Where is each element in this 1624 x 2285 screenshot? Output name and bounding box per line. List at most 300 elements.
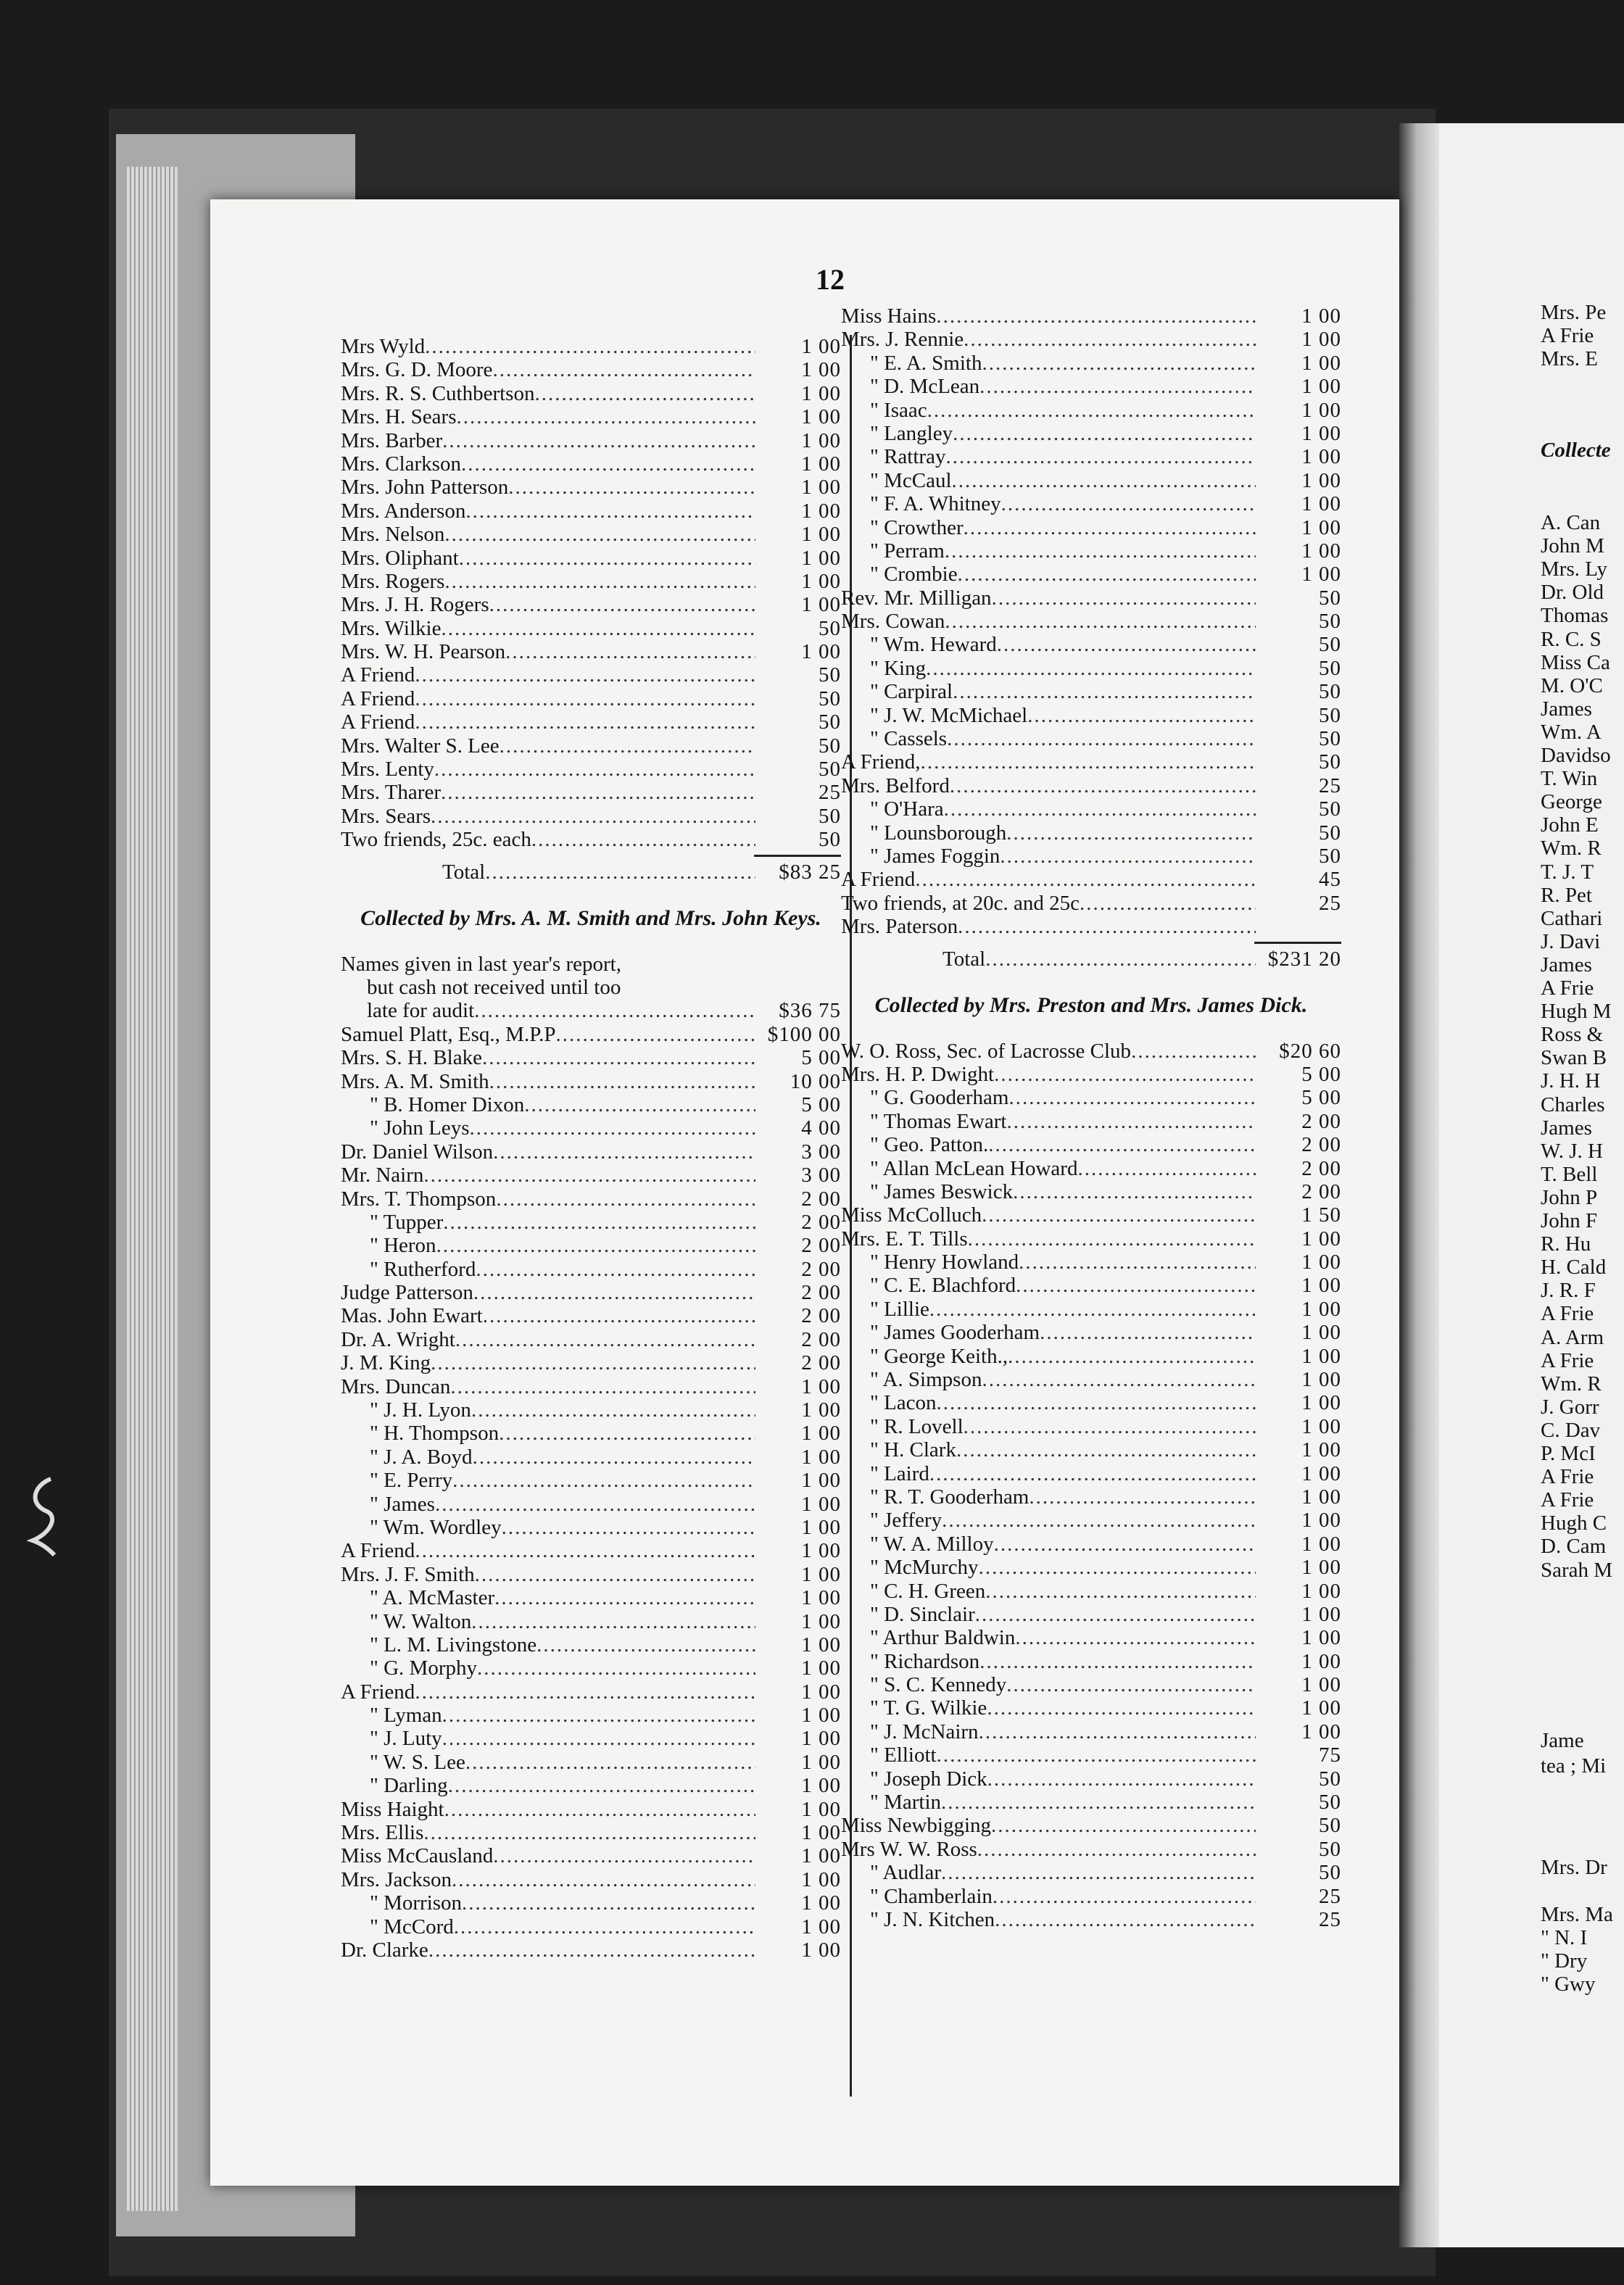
list-item	[341, 429, 841, 452]
donor-name: Mrs. Nelson	[341, 523, 445, 547]
donor-name: " F. A. Whitney	[870, 492, 1001, 516]
donation-amount: 5 00	[1301, 1062, 1341, 1086]
list-item	[341, 499, 841, 523]
fragment-text: A Frie	[1541, 976, 1594, 1000]
list-item	[841, 750, 1341, 774]
list-item	[341, 1116, 841, 1140]
donation-amount: 2 00	[801, 1304, 841, 1328]
list-item	[341, 734, 841, 758]
fragment-text: George	[1541, 790, 1602, 814]
donor-name: " D. Sinclair	[870, 1602, 975, 1626]
donation-amount: 1 00	[1301, 1297, 1341, 1321]
fragment-text: John P	[1541, 1185, 1598, 1209]
donor-name: " Lounsborough	[870, 821, 1007, 845]
donor-name: " McMurchy	[870, 1556, 979, 1580]
list-item	[841, 1063, 1341, 1086]
list-item	[341, 710, 841, 734]
list-item	[341, 1398, 841, 1422]
list-item	[341, 1516, 841, 1539]
donor-name: " McCord	[370, 1915, 454, 1938]
donor-name: " W. A. Milloy	[870, 1532, 994, 1556]
list-item	[341, 452, 841, 476]
list-item	[841, 1626, 1341, 1649]
list-item	[841, 1133, 1341, 1156]
donor-name: Mrs. T. Thompson	[341, 1187, 497, 1211]
donation-amount: 1 00	[1301, 1274, 1341, 1298]
donation-amount: 50	[1319, 1767, 1341, 1791]
donor-name: " Richardson	[870, 1649, 980, 1673]
donation-amount: 50	[819, 710, 841, 734]
fragment-text: Cathari	[1541, 906, 1603, 930]
donor-name: Mas. John Ewart	[341, 1304, 483, 1328]
donor-name: " Heron	[370, 1234, 436, 1258]
list-item	[341, 1610, 841, 1633]
list-item	[341, 663, 841, 687]
page-edges	[127, 167, 178, 2211]
donor-name: " J. A. Boyd	[370, 1445, 473, 1469]
donation-amount: 1 00	[1301, 351, 1341, 375]
fragment-text: Hugh C	[1541, 1511, 1607, 1535]
donor-name: " John Leys	[370, 1116, 470, 1140]
donor-name: " J. W. McMichael	[870, 703, 1028, 727]
list-item	[341, 1563, 841, 1586]
donation-amount: 4 00	[801, 1116, 841, 1140]
list-item	[341, 1704, 841, 1727]
total-label: Total	[442, 860, 486, 884]
list-item	[841, 492, 1341, 515]
list-item	[841, 1767, 1341, 1791]
donor-name: " James Gooderham	[870, 1321, 1040, 1345]
donor-name: Dr. Daniel Wilson	[341, 1140, 494, 1164]
donation-amount: 2 00	[801, 1351, 841, 1375]
fragment-text: H. Cald	[1541, 1256, 1607, 1280]
donation-amount: 1 00	[1301, 1414, 1341, 1438]
fragment-text: James	[1541, 953, 1592, 976]
donation-amount: 1 00	[801, 1539, 841, 1563]
list-item	[841, 422, 1341, 445]
donation-amount: 1 00	[801, 1422, 841, 1446]
fragment-text: R. C. S	[1541, 627, 1602, 651]
donation-amount: 1 00	[801, 523, 841, 547]
donation-amount: 1 00	[1301, 539, 1341, 563]
donation-amount: 1 00	[1301, 304, 1341, 328]
donation-amount: $20 60	[1279, 1039, 1341, 1063]
donor-name: Mrs. W. H. Pearson	[341, 640, 506, 664]
donation-amount: 1 00	[1301, 1321, 1341, 1345]
note-line: but cash not received until too	[367, 975, 621, 999]
donor-name: A Friend	[341, 1539, 415, 1563]
donation-amount: 1 00	[1301, 445, 1341, 469]
donor-name: " Chamberlain	[870, 1884, 993, 1908]
list-item	[341, 1422, 841, 1445]
donor-name: Dr. A. Wright	[341, 1327, 455, 1351]
list-item	[341, 1586, 841, 1609]
donation-amount: 25	[1319, 774, 1341, 797]
donation-amount: 25	[1319, 1884, 1341, 1908]
donation-amount: 1 00	[801, 1821, 841, 1845]
donation-amount: 50	[1319, 844, 1341, 868]
donation-amount: 1 00	[801, 1562, 841, 1586]
donation-amount: 50	[1319, 1861, 1341, 1885]
donation-amount: 1 00	[801, 1797, 841, 1821]
list-item	[841, 445, 1341, 468]
list-item	[841, 1743, 1341, 1767]
donation-amount: 1 00	[1301, 1602, 1341, 1626]
donor-name: " McCaul	[870, 468, 952, 492]
donor-name: Mrs. Sears	[341, 804, 431, 828]
list-item	[341, 1938, 841, 1962]
list-item	[841, 1791, 1341, 1814]
fragment-text: R. Pet	[1541, 883, 1592, 907]
donor-name: Mrs. Anderson	[341, 499, 466, 523]
donor-name: " T. G. Wilkie	[870, 1696, 987, 1720]
donor-name: Two friends, 25c. each	[341, 828, 531, 852]
donor-name: " W. S. Lee	[370, 1750, 465, 1774]
donor-name: Mrs. Rogers	[341, 569, 445, 593]
donation-amount: 1 00	[1301, 1556, 1341, 1580]
list-item	[341, 523, 841, 546]
list-item	[341, 1493, 841, 1516]
fragment-text: A Frie	[1541, 1302, 1594, 1326]
donor-name: A Friend	[341, 1680, 415, 1704]
list-item	[841, 1040, 1341, 1063]
list-item	[841, 915, 1341, 938]
list-item	[341, 1633, 841, 1656]
list-item	[841, 1251, 1341, 1274]
donor-name: " Isaac	[870, 398, 927, 422]
donor-name: " Rutherford	[370, 1257, 476, 1281]
donor-name: " Cassels	[870, 727, 948, 751]
list-item	[841, 1720, 1341, 1743]
donation-amount: 50	[819, 687, 841, 710]
list-item	[841, 1885, 1341, 1908]
donation-amount: 50	[1319, 750, 1341, 774]
donation-amount: 1 00	[801, 1633, 841, 1656]
list-item	[341, 1304, 841, 1327]
donation-amount: 1 00	[1301, 1579, 1341, 1603]
donation-amount: 1 00	[801, 1492, 841, 1516]
list-item	[341, 1844, 841, 1867]
donor-name: Mrs Wyld	[341, 335, 426, 358]
donor-name: " Lillie	[870, 1297, 929, 1321]
list-item	[341, 1680, 841, 1704]
donor-name: " J. McNairn	[870, 1720, 979, 1743]
donor-name: " Elliott	[870, 1743, 937, 1767]
list-item	[341, 1351, 841, 1374]
donor-name: " Crombie	[870, 563, 958, 586]
fragment-text: A Frie	[1541, 1348, 1594, 1372]
list-item	[341, 405, 841, 428]
list-item	[341, 547, 841, 570]
donor-name: Two friends, at 20c. and 25c	[841, 891, 1080, 915]
donor-name: " George Keith.,	[870, 1344, 1008, 1368]
right-total-row	[841, 944, 1341, 976]
donor-name: A Friend	[341, 710, 415, 734]
list-item	[341, 1258, 841, 1281]
donor-name: A Friend,	[841, 750, 921, 774]
donor-name: " James Foggin	[870, 844, 1000, 868]
left-group-1	[341, 335, 841, 852]
fragment-text: John F	[1541, 1209, 1598, 1232]
donor-name: Mrs. Duncan	[341, 1374, 451, 1398]
donation-amount: 1 00	[801, 1515, 841, 1539]
list-item	[841, 1556, 1341, 1579]
list-item	[341, 1539, 841, 1562]
donation-amount: 50	[1319, 586, 1341, 610]
list-item	[341, 687, 841, 710]
list-item	[341, 1469, 841, 1492]
left-column	[341, 335, 841, 1962]
list-item	[841, 352, 1341, 375]
donor-name: A Friend	[341, 663, 415, 687]
list-item	[341, 1211, 841, 1234]
list-item	[341, 1140, 841, 1164]
fragment-text: James	[1541, 697, 1592, 721]
list-item	[841, 516, 1341, 539]
donation-amount: 50	[1319, 703, 1341, 727]
donation-amount: 1 00	[801, 1680, 841, 1704]
note-line: late for audit	[367, 999, 475, 1023]
list-item	[841, 774, 1341, 797]
donor-name: Mrs. Paterson	[841, 915, 958, 939]
list-item	[341, 1234, 841, 1257]
section-heading: Collected by Mrs. A. M. Smith and Mrs. John Keys.	[360, 905, 821, 930]
donation-amount: 50	[1319, 1791, 1341, 1815]
donor-name: Mrs. J. H. Rogers	[341, 593, 489, 617]
donor-name: " James	[370, 1492, 435, 1516]
fragment-text: Wm. R	[1541, 1372, 1602, 1396]
donation-amount: 1 00	[1301, 1720, 1341, 1743]
list-item	[841, 797, 1341, 821]
donation-amount: 50	[819, 758, 841, 781]
donation-amount: 1 00	[801, 1609, 841, 1633]
list-item	[341, 1093, 841, 1116]
donor-name: A Friend	[841, 868, 916, 892]
donation-amount: 1 00	[801, 1938, 841, 1962]
donor-name: " Audlar	[870, 1861, 942, 1885]
donor-name: " H. Thompson	[370, 1422, 500, 1446]
list-item	[841, 1086, 1341, 1109]
list-item	[341, 1070, 841, 1093]
list-item	[841, 868, 1341, 891]
list-item	[841, 1438, 1341, 1461]
donation-amount: 5 00	[1301, 1086, 1341, 1110]
donor-name: Rev. Mr. Milligan	[841, 586, 992, 610]
fragment-text: Mrs. Dr	[1541, 1856, 1607, 1879]
fragment-text: " Gwy	[1541, 1973, 1596, 1996]
list-item	[841, 1650, 1341, 1673]
donor-name: " W. Walton	[370, 1609, 472, 1633]
donor-name: " B. Homer Dixon	[370, 1092, 525, 1116]
list-item	[841, 821, 1341, 845]
fragment-text: C. Dav	[1541, 1418, 1601, 1442]
list-item	[841, 1345, 1341, 1368]
fragment-text: R. Hu	[1541, 1232, 1591, 1256]
donation-amount: 25	[1319, 891, 1341, 915]
donor-name: Miss McColluch	[841, 1203, 982, 1227]
fragment-text: T. Win	[1541, 767, 1598, 791]
list-item	[341, 593, 841, 616]
fragment-text: Ross &	[1541, 1023, 1604, 1047]
donor-name: " Darling	[370, 1774, 448, 1798]
list-item	[841, 657, 1341, 680]
donor-name: " J. N. Kitchen	[870, 1908, 995, 1931]
donor-name: " Geo. Patton.	[870, 1133, 989, 1157]
donation-amount: 1 50	[1301, 1203, 1341, 1227]
list-item	[341, 758, 841, 781]
donor-name: Mrs. J. Rennie	[841, 328, 964, 352]
donation-amount: 50	[1319, 1814, 1341, 1838]
donor-name: Miss McCausland	[341, 1844, 494, 1868]
list-item	[841, 1908, 1341, 1931]
donor-name: " G. Gooderham	[870, 1086, 1009, 1110]
donor-name: " Martin	[870, 1791, 942, 1815]
fragment-text: J. R. F	[1541, 1279, 1596, 1303]
fragment-text: T. Bell	[1541, 1162, 1598, 1186]
list-item	[841, 1580, 1341, 1603]
list-item	[841, 680, 1341, 703]
donation-amount: 1 00	[801, 1656, 841, 1680]
donor-name: " A. McMaster	[370, 1586, 495, 1610]
fragment-text: James	[1541, 1116, 1592, 1140]
list-item	[341, 1774, 841, 1797]
donor-name: " Henry Howland	[870, 1251, 1019, 1274]
list-item	[341, 828, 841, 851]
list-item	[341, 1656, 841, 1680]
donation-amount: 1 00	[801, 1469, 841, 1493]
list-item	[841, 539, 1341, 563]
fragment-text: M. O'C	[1541, 673, 1603, 697]
fragment-text: A Frie	[1541, 1465, 1594, 1489]
donor-name: " R. T. Gooderham	[870, 1485, 1030, 1509]
donation-amount: 50	[819, 804, 841, 828]
donor-name: Judge Patterson	[341, 1281, 473, 1305]
donation-amount: 10 00	[790, 1069, 841, 1093]
donor-name: Mrs. G. D. Moore	[341, 358, 493, 382]
list-item	[841, 1485, 1341, 1509]
list-item	[841, 727, 1341, 750]
list-item	[841, 1814, 1341, 1837]
donor-name: " Morrison	[370, 1891, 463, 1915]
donation-amount: 25	[819, 781, 841, 805]
donor-name: " King	[870, 656, 927, 680]
fragment-text: Mrs. Ly	[1541, 557, 1607, 581]
donor-name: Mrs. John Patterson	[341, 476, 509, 499]
donation-amount: 1 00	[1301, 421, 1341, 445]
donor-name: " Wm. Wordley	[370, 1515, 502, 1539]
donation-amount: 1 00	[1301, 1251, 1341, 1274]
donor-name: " D. McLean	[870, 375, 980, 399]
list-item	[341, 1187, 841, 1211]
list-item	[341, 1868, 841, 1891]
donor-name: Dr. Clarke	[341, 1938, 428, 1962]
fragment-text: Sarah M	[1541, 1558, 1613, 1582]
list-item	[341, 617, 841, 640]
donation-amount: 2 00	[801, 1187, 841, 1211]
list-item	[841, 1838, 1341, 1861]
list-item	[341, 1891, 841, 1915]
list-item	[341, 1798, 841, 1821]
fragment-text: Miss Ca	[1541, 650, 1610, 674]
donor-name: " James Beswick	[870, 1179, 1014, 1203]
donor-name: Mrs. Oliphant	[341, 546, 459, 570]
donor-name: " C. E. Blachford	[870, 1274, 1016, 1298]
fragment-text: Wm. R	[1541, 837, 1602, 860]
donor-name: " E. Perry	[370, 1469, 453, 1493]
total-label: Total	[942, 947, 986, 971]
note-amount: $36 75	[779, 999, 841, 1023]
donation-amount: 1 00	[1301, 398, 1341, 422]
list-item	[841, 1391, 1341, 1414]
donor-name: " A. Simpson	[870, 1368, 982, 1392]
donor-name: A Friend	[341, 687, 415, 710]
donation-amount: 1 00	[1301, 1227, 1341, 1251]
list-item	[341, 1164, 841, 1187]
donor-name: " J. H. Lyon	[370, 1398, 471, 1422]
section-heading: Collected by Mrs. Preston and Mrs. James Dick.	[874, 992, 1308, 1017]
donation-amount: 50	[1319, 727, 1341, 751]
fragment-text: A. Arm	[1541, 1325, 1604, 1349]
list-item	[841, 563, 1341, 586]
list-item	[341, 1375, 841, 1398]
donation-amount: 1 00	[1301, 1509, 1341, 1533]
donor-name: " Perram	[870, 539, 945, 563]
donation-amount: 1 00	[1301, 1438, 1341, 1462]
fragment-text: W. J. H	[1541, 1139, 1603, 1163]
donor-name: Miss Newbigging	[841, 1814, 992, 1838]
donor-name: " Laird	[870, 1461, 929, 1485]
donation-amount: 1 00	[1301, 563, 1341, 586]
list-item	[841, 1227, 1341, 1251]
list-item	[841, 1321, 1341, 1344]
left-total-row	[341, 857, 841, 889]
donation-amount: 1 00	[801, 1445, 841, 1469]
donation-amount: 1 00	[1301, 375, 1341, 399]
donor-name: W. O. Ross, Sec. of Lacrosse Club	[841, 1039, 1132, 1063]
list-item	[341, 1915, 841, 1938]
donation-amount: 1 00	[1301, 1391, 1341, 1415]
donor-name: Mrs W. W. Ross	[841, 1837, 977, 1861]
donor-name: Mrs. Clarkson	[341, 452, 461, 476]
donation-amount: 2 00	[801, 1281, 841, 1305]
fragment-text: " N. I	[1541, 1926, 1588, 1949]
donor-name: " O'Hara	[870, 797, 944, 821]
list-item	[341, 1281, 841, 1304]
fragment-text: J. Davi	[1541, 929, 1601, 953]
donation-amount: 2 00	[1301, 1156, 1341, 1180]
list-item	[341, 1446, 841, 1469]
donation-amount: 1 00	[801, 1727, 841, 1751]
list-item	[841, 304, 1341, 328]
list-item	[841, 704, 1341, 727]
donation-amount: 50	[819, 828, 841, 852]
donor-name: " Jeffery	[870, 1509, 942, 1533]
fragment-text: Jame	[1541, 1729, 1584, 1752]
donation-amount: 1 00	[1301, 468, 1341, 492]
donor-name: Samuel Platt, Esq., M.P.P	[341, 1022, 556, 1046]
page-number: 12	[816, 263, 845, 296]
right-group-1	[841, 304, 1341, 939]
list-item	[341, 640, 841, 663]
fragment-text: Davidso	[1541, 744, 1611, 767]
donation-amount: 2 00	[1301, 1133, 1341, 1157]
donation-amount: 50	[1319, 1837, 1341, 1861]
list-item	[841, 610, 1341, 633]
donor-name: Mrs. S. H. Blake	[341, 1046, 482, 1070]
fragment-text: Wm. A	[1541, 720, 1602, 744]
carryover-note	[341, 953, 841, 1023]
list-item	[341, 382, 841, 405]
